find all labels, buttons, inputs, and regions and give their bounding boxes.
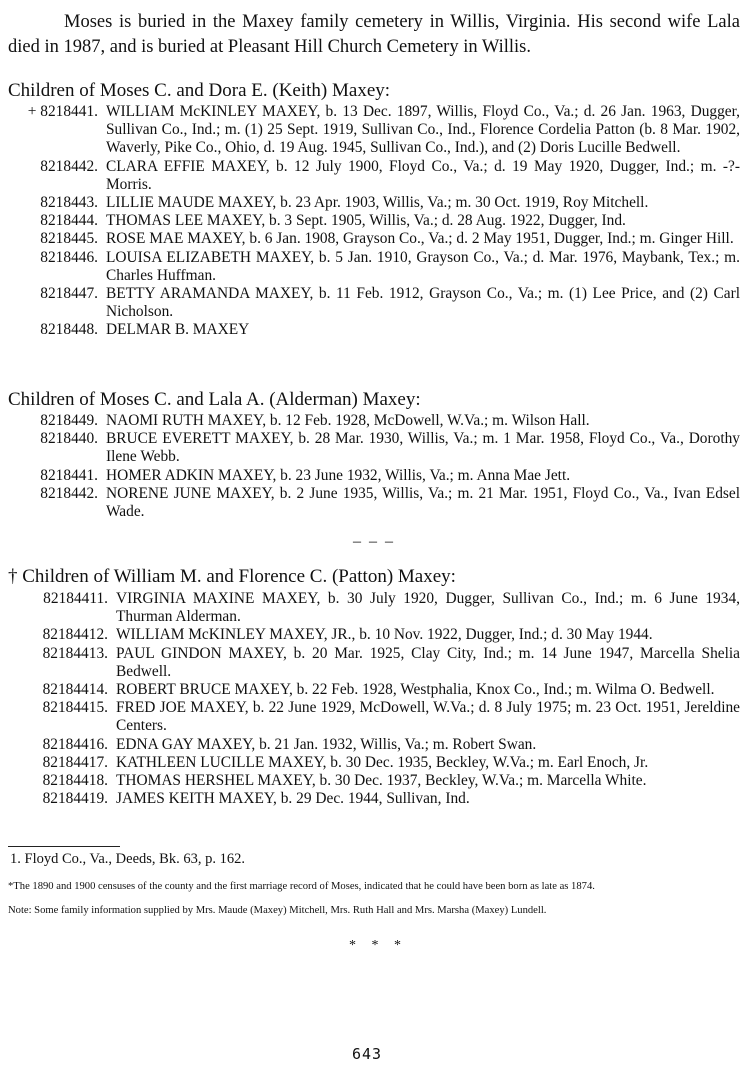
- entry-number: 8218445.: [40, 230, 98, 248]
- section-heading-dora: Children of Moses C. and Dora E. (Keith) Maxey:: [8, 80, 391, 101]
- entry-text: BRUCE EVERETT MAXEY, b. 28 Mar. 1930, Willis, Va.; m. 1 Mar. 1958, Floyd Co., Va., Dorothy Ilene Webb.: [106, 430, 740, 466]
- list-item: [0, 485, 740, 521]
- entry-text: JAMES KEITH MAXEY, b. 29 Dec. 1944, Sullivan, Ind.: [116, 790, 470, 808]
- entry-number: 8218442.: [40, 157, 98, 175]
- entry-number: 82184419.: [42, 790, 108, 808]
- list-item: [0, 230, 740, 248]
- section-stars: * * *: [349, 938, 407, 953]
- entry-text: THOMAS LEE MAXEY, b. 3 Sept. 1905, Willis, Va.; d. 28 Aug. 1922, Dugger, Ind.: [106, 212, 626, 230]
- entry-number: 8218446.: [40, 248, 98, 266]
- list-item: [0, 626, 740, 644]
- entry-text: LOUISA ELIZABETH MAXEY, b. 5 Jan. 1910, Grayson Co., Va.; d. Mar. 1976, Maybank, Tex.; m. Charles Huffman.: [106, 248, 740, 284]
- entry-text: NORENE JUNE MAXEY, b. 2 June 1935, Willis, Va.; m. 21 Mar. 1951, Floyd Co., Va., Ivan Edsel Wade.: [106, 484, 740, 521]
- entry-number: 82184418.: [42, 772, 108, 790]
- list-item: [0, 321, 740, 339]
- entry-text: VIRGINIA MAXINE MAXEY, b. 30 July 1920, Dugger, Sullivan Co., Ind.; m. 6 June 1934, Thurman Alderman.: [116, 590, 740, 626]
- entry-number: 8218443.: [40, 194, 98, 212]
- entry-text: PAUL GINDON MAXEY, b. 20 Mar. 1925, Clay City, Ind.; m. 14 June 1947, Marcella Shelia Bedwell.: [116, 644, 740, 680]
- entry-number: 82184416.: [42, 735, 108, 753]
- entry-number: 82184417.: [42, 753, 108, 771]
- list-item: [0, 736, 740, 754]
- list-item: [0, 772, 740, 790]
- entry-text: NAOMI RUTH MAXEY, b. 12 Feb. 1928, McDowell, W.Va.; m. Wilson Hall.: [106, 412, 590, 429]
- section-heading-william: † Children of William M. and Florence C. (Patton) Maxey:: [8, 566, 456, 587]
- entry-number: 8218448.: [40, 321, 98, 339]
- list-item: [0, 249, 740, 285]
- intro-paragraph: Moses is buried in the Maxey family cemetery in Willis, Virginia. His second wife Lala died in 1987, and is buried at Pleasant Hill Church Cemetery in Willis.: [8, 12, 740, 57]
- entry-text: CLARA EFFIE MAXEY, b. 12 July 1900, Floyd Co., Va.; d. 19 May 1920, Dugger, Ind.; m. -?-Morris.: [106, 157, 740, 193]
- entry-number: 82184414.: [42, 681, 108, 699]
- entry-number: 8218441.: [40, 466, 98, 484]
- footnote-rule: [8, 846, 120, 847]
- list-item: [0, 590, 740, 626]
- section-divider: – – –: [353, 533, 395, 550]
- entry-number: 82184411.: [43, 590, 108, 607]
- footnote-1: 1. Floyd Co., Va., Deeds, Bk. 63, p. 162.: [10, 851, 245, 867]
- list-item: [0, 467, 740, 485]
- family-info-note: Note: Some family information supplied by Mrs. Maude (Maxey) Mitchell, Mrs. Ruth Hall and Mrs. Marsha (Maxey) Lundell.: [8, 905, 547, 916]
- entry-number: 82184413.: [42, 644, 108, 662]
- children-list-william: [0, 590, 740, 808]
- entry-number: 8218444.: [40, 212, 98, 230]
- entry-number: + 8218441.: [27, 103, 98, 120]
- entry-number: 8218447.: [40, 285, 98, 303]
- entry-number: 82184412.: [42, 626, 108, 644]
- children-list-dora: [0, 103, 740, 340]
- list-item: [0, 754, 740, 772]
- section-heading-lala: Children of Moses C. and Lala A. (Alderman) Maxey:: [8, 389, 421, 410]
- list-item: [0, 790, 740, 808]
- entry-text: KATHLEEN LUCILLE MAXEY, b. 30 Dec. 1935, Beckley, W.Va.; m. Earl Enoch, Jr.: [116, 753, 649, 771]
- list-item: [0, 412, 740, 430]
- entry-text: WILLIAM McKINLEY MAXEY, JR., b. 10 Nov. 1922, Dugger, Ind.; d. 30 May 1944.: [116, 626, 653, 644]
- entry-text: THOMAS HERSHEL MAXEY, b. 30 Dec. 1937, Beckley, W.Va.; m. Marcella White.: [116, 772, 647, 790]
- entry-number: 8218449.: [40, 412, 98, 429]
- list-item: [0, 285, 740, 321]
- entry-text: WILLIAM McKINLEY MAXEY, b. 13 Dec. 1897, Willis, Floyd Co., Va.; d. 26 Jan. 1963, Dugger, Sullivan Co., Ind.; m. (1) 25 Sept. 1919, Sullivan Co., Ind., Florence Cordelia Patton (b. 8 Mar. 1902, Waverly, Pike Co., Ohio, d. 19 Aug. 1945, Sullivan Co., Ind.), and (2) Doris Lucille Bedwell.: [106, 103, 740, 157]
- page-number: 643: [352, 1045, 383, 1063]
- list-item: [0, 103, 740, 158]
- list-item: [0, 430, 740, 466]
- entry-text: ROSE MAE MAXEY, b. 6 Jan. 1908, Grayson Co., Va.; d. 2 May 1951, Dugger, Ind.; m. Ginger Hill.: [106, 230, 734, 248]
- entry-text: FRED JOE MAXEY, b. 22 June 1929, McDowell, W.Va.; d. 8 July 1975; m. 23 Oct. 1951, Jereldine Centers.: [116, 699, 740, 735]
- list-item: [0, 212, 740, 230]
- list-item: [0, 645, 740, 681]
- entry-number: 82184415.: [42, 699, 108, 717]
- entry-text: EDNA GAY MAXEY, b. 21 Jan. 1932, Willis, Va.; m. Robert Swan.: [116, 735, 537, 753]
- entry-text: LILLIE MAUDE MAXEY, b. 23 Apr. 1903, Willis, Va.; m. 30 Oct. 1919, Roy Mitchell.: [106, 194, 649, 212]
- entry-text: DELMAR B. MAXEY: [106, 321, 250, 339]
- list-item: [0, 194, 740, 212]
- entry-text: HOMER ADKIN MAXEY, b. 23 June 1932, Willis, Va.; m. Anna Mae Jett.: [106, 466, 571, 484]
- entry-text: BETTY ARAMANDA MAXEY, b. 11 Feb. 1912, Grayson Co., Va.; m. (1) Lee Price, and (2) Carl Nicholson.: [106, 285, 740, 321]
- entry-text: ROBERT BRUCE MAXEY, b. 22 Feb. 1928, Westphalia, Knox Co., Ind.; m. Wilma O. Bedwell.: [116, 681, 715, 699]
- entry-number: 8218442.: [40, 484, 98, 502]
- list-item: [0, 158, 740, 194]
- entry-number: 8218440.: [40, 430, 98, 448]
- list-item: [0, 681, 740, 699]
- footnote-census: *The 1890 and 1900 censuses of the county and the first marriage record of Moses, indicated that he could have been born as late as 1874.: [8, 881, 595, 892]
- list-item: [0, 699, 740, 735]
- children-list-lala: [0, 412, 740, 521]
